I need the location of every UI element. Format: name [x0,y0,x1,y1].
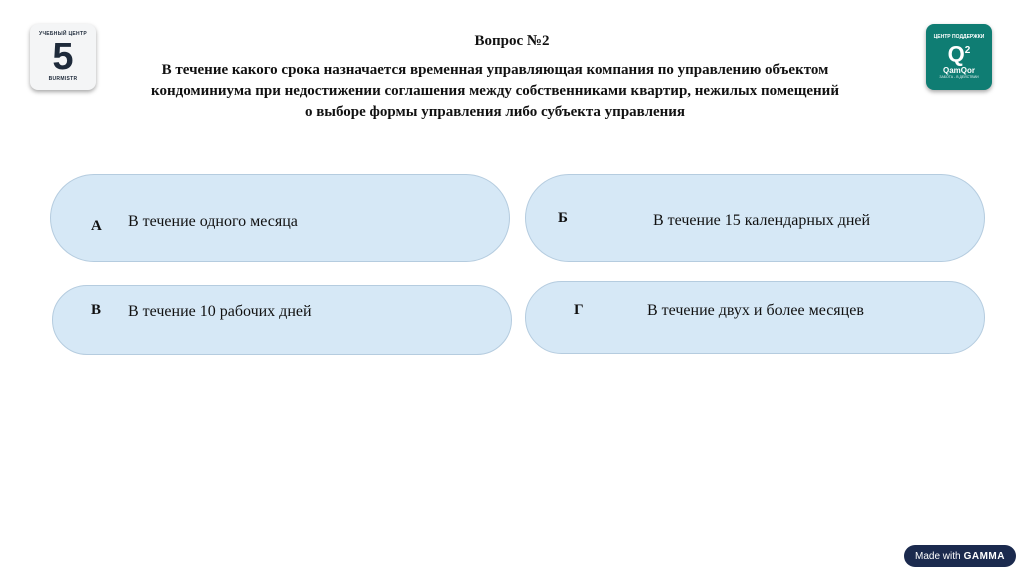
answer-option-d[interactable] [525,281,985,354]
logo-left-caption: УЧЕБНЫЙ ЦЕНТР [39,31,87,37]
answer-option-c[interactable] [52,285,512,355]
option-text: В течение 10 рабочих дней [128,303,312,320]
answer-option-b[interactable] [525,174,985,262]
option-text: В течение 15 календарных дней [653,212,871,229]
logo-right-mark: $Q^2$ [947,41,971,67]
question-line: о выборе формы управления либо субъекта управления [304,104,686,120]
logo-left-name: BURMISTR [48,76,78,82]
option-text: В течение двух и более месяцев [647,302,864,319]
option-text: В течение одного месяца [128,213,298,230]
made-with-gamma-badge[interactable] [904,545,1016,567]
badge-prefix: Made with [915,550,961,562]
question-line: В течение какого срока назначается временная управляющая компания по управлению объектом [161,62,829,78]
logo-left-digit: 5 [52,36,74,78]
option-letter: Г [574,302,584,318]
logo-right-caption: ЦЕНТР ПОДДЕРЖКИ [933,34,985,41]
question-title: Вопрос №2 [474,33,550,49]
option-letter: В [91,302,102,318]
badge-brand: GAMMA [963,550,1005,562]
option-letter: Б [558,210,568,226]
question-line: кондоминиума при недостижении соглашения между собственниками квартир, нежилых помещений [151,83,839,99]
option-letter: А [91,218,102,234]
logo-right-name: QamQor [942,65,975,75]
question-text [110,60,880,123]
answer-option-a[interactable] [50,174,510,262]
logo-right-tagline: ЗАБОТА - В ДЕЙСТВИИ [939,74,979,79]
